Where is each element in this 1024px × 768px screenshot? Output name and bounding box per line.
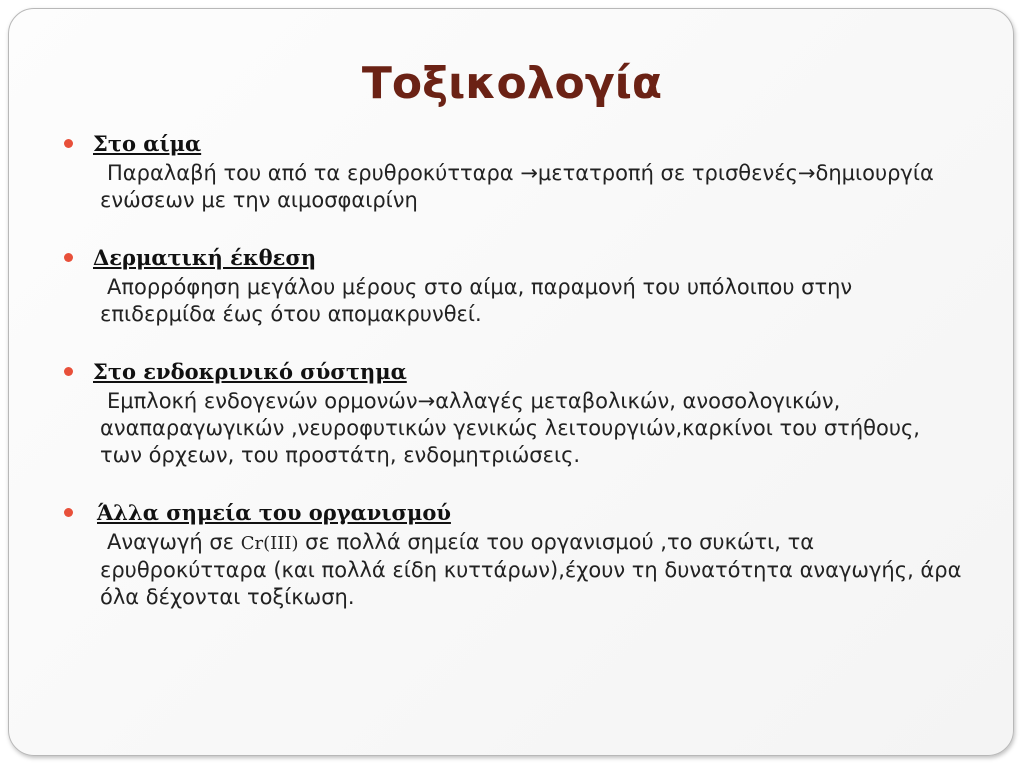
section-skin bbox=[64, 242, 964, 328]
section-body bbox=[93, 529, 964, 611]
section-body-text: Απορρόφηση μεγάλου μέρους στο αίμα, παραμονή του υπόλοιπου στην επιδερμίδα έως ότου απομακρυνθεί. bbox=[100, 275, 853, 326]
bullet-icon bbox=[64, 253, 73, 262]
section-body bbox=[93, 388, 964, 469]
section-body-suffix: σε πολλά σημεία του οργανισμού ,το συκώτι, τα ερυθροκύτταρα (και πολλά είδη κυττάρων),έχουν τη δυνατότητα αναγωγής, άρα όλα δέχονται τοξίκωση. bbox=[100, 530, 962, 609]
section-body-text: Παραλαβή του από τα ερυθροκύτταρα →μετατροπή σε τρισθενές→δημιουργία ενώσεων με την αιμοσφαιρίνη bbox=[100, 161, 934, 212]
section-body bbox=[93, 274, 964, 328]
bullet-row bbox=[64, 242, 964, 272]
section-body bbox=[93, 160, 964, 214]
section-body-prefix: Αναγωγή σε bbox=[107, 530, 235, 554]
bullet-row bbox=[64, 128, 964, 158]
slide-title: Τοξικολογία bbox=[361, 58, 663, 109]
section-endocrine bbox=[64, 356, 964, 469]
section-heading: Στο αίμα bbox=[93, 130, 202, 156]
bullet-icon bbox=[64, 367, 73, 376]
bullet-row bbox=[64, 497, 964, 527]
slide-content bbox=[64, 128, 964, 639]
chemical-formula: Cr(III) bbox=[240, 533, 299, 554]
section-heading: Δερματική έκθεση bbox=[93, 244, 317, 270]
section-other-sites bbox=[64, 497, 964, 611]
bullet-icon bbox=[64, 508, 73, 517]
section-heading: Στο ενδοκρινικό σύστημα bbox=[93, 358, 407, 384]
section-blood bbox=[64, 128, 964, 214]
section-body-text: Εμπλοκή ενδογενών ορμονών→αλλαγές μεταβολικών, ανοσολογικών, αναπαραγωγικών ,νευροφυτικών γενικώς λειτουργιών,καρκίνοι του στήθους, των όρχεων, του προστάτη, ενδομητριώσεις. bbox=[100, 389, 920, 467]
bullet-row bbox=[64, 356, 964, 386]
section-heading: Άλλα σημεία του οργανισμού bbox=[97, 499, 451, 525]
bullet-icon bbox=[64, 139, 73, 148]
